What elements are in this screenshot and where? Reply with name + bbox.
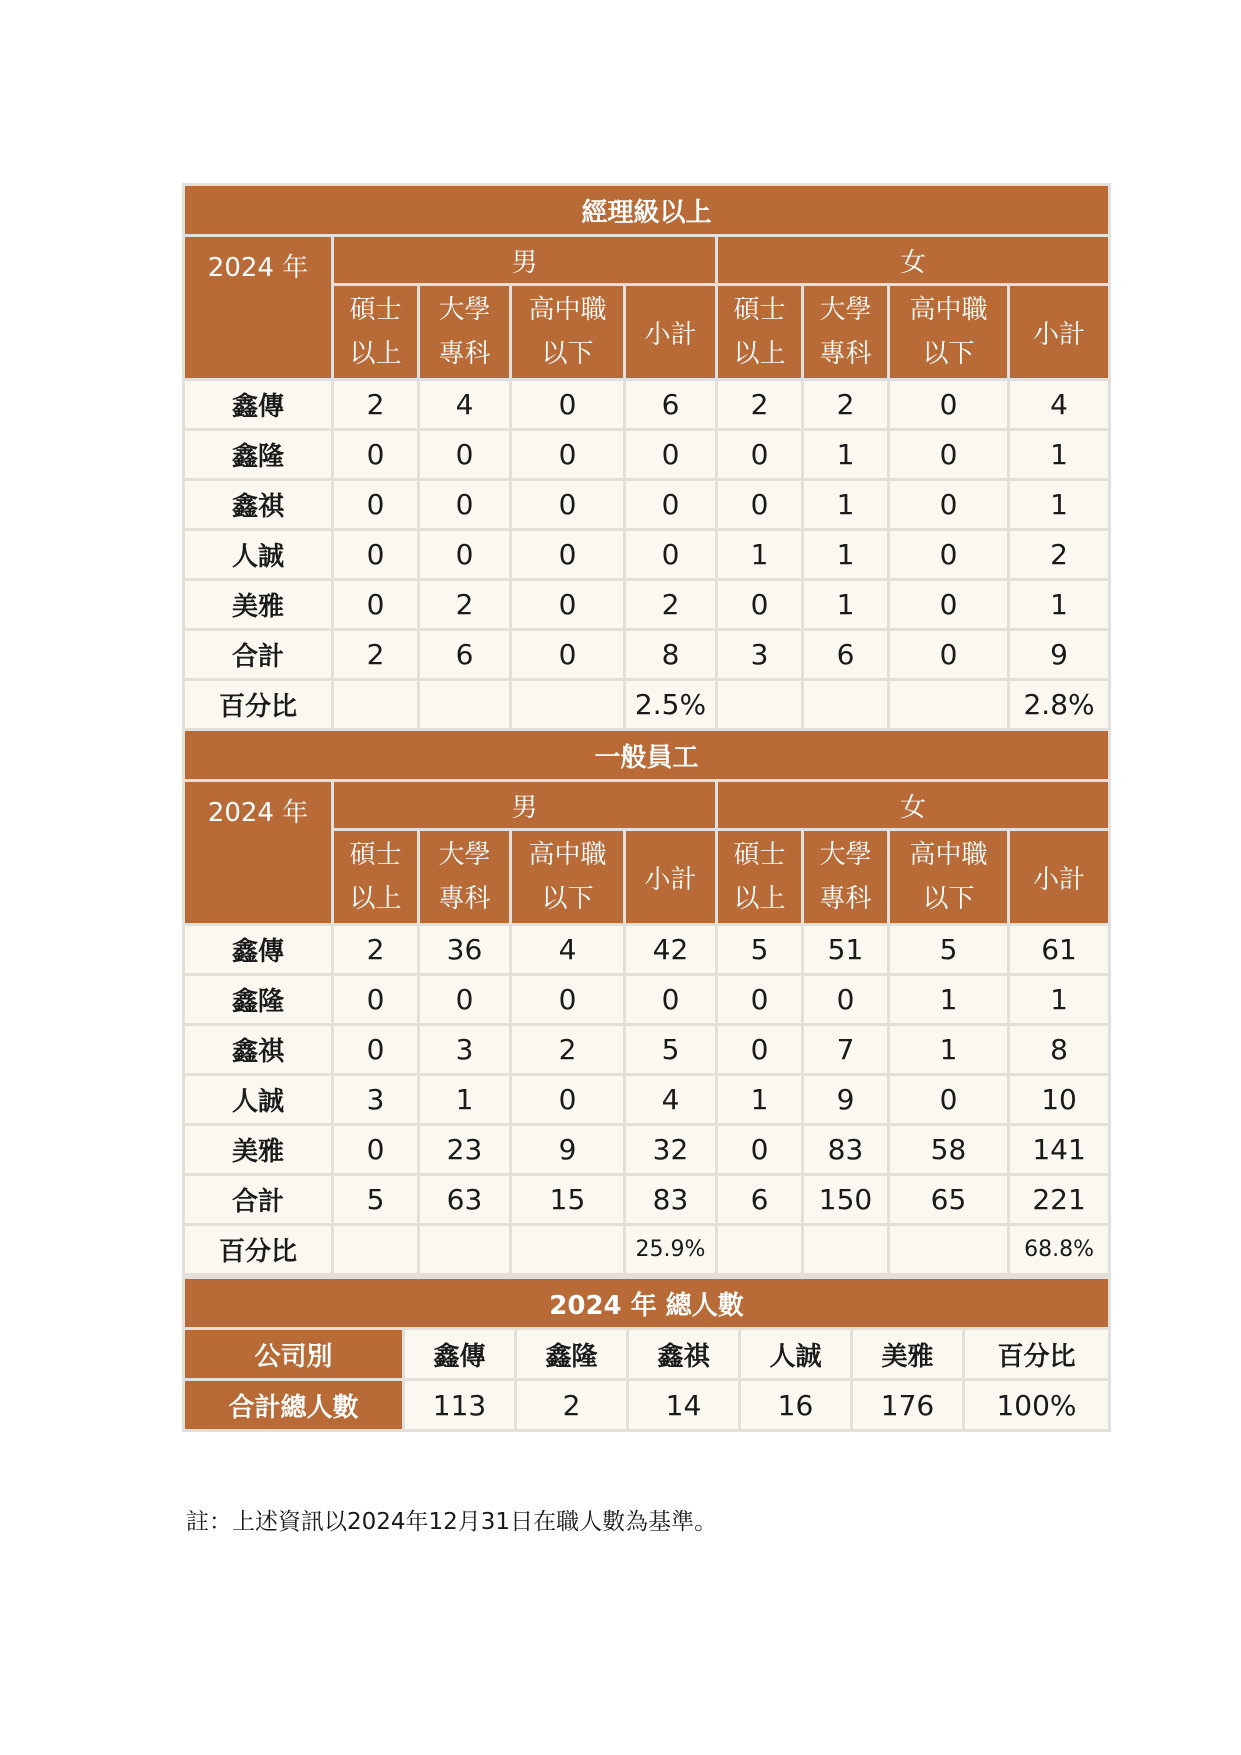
- table-cell: 0: [511, 380, 625, 430]
- company-name: 百分比: [964, 1329, 1110, 1380]
- company-name: 人誠: [740, 1329, 852, 1380]
- education-header: [889, 830, 1009, 925]
- table-cell: 1: [1009, 975, 1110, 1025]
- table-cell: 5: [717, 925, 803, 975]
- education-header: [419, 285, 511, 380]
- table-cell: 63: [419, 1175, 511, 1225]
- table-cell: 2: [511, 1025, 625, 1075]
- table-cell: 1: [1009, 580, 1110, 630]
- table-cell: 0: [419, 430, 511, 480]
- table-row: [184, 1075, 1110, 1125]
- education-header: [717, 830, 803, 925]
- empty-cell: [419, 1225, 511, 1275]
- education-header-line: 以上: [733, 339, 786, 369]
- table-cell: 4: [511, 925, 625, 975]
- empty-cell: [803, 1225, 889, 1275]
- subtotal-header: 小計: [625, 285, 717, 380]
- company-name: 鑫傳: [404, 1329, 516, 1380]
- row-label: 合計: [184, 630, 333, 680]
- total-value: 16: [740, 1380, 852, 1431]
- table-cell: 0: [333, 580, 419, 630]
- row-label: 鑫隆: [184, 975, 333, 1025]
- table-cell: 0: [717, 430, 803, 480]
- education-header-line: 高中職: [528, 295, 607, 325]
- table-row: [184, 975, 1110, 1025]
- education-header-line: 以上: [349, 339, 402, 369]
- table-cell: 0: [889, 580, 1009, 630]
- table-cell: 0: [889, 530, 1009, 580]
- table-cell: 51: [803, 925, 889, 975]
- table-cell: 4: [1009, 380, 1110, 430]
- table-cell: 0: [419, 530, 511, 580]
- empty-cell: [511, 680, 625, 730]
- empty-cell: [717, 1225, 803, 1275]
- table-cell: 6: [717, 1175, 803, 1225]
- education-header: [419, 830, 511, 925]
- education-header-line: 碩士: [733, 295, 786, 325]
- education-header: [717, 285, 803, 380]
- employee-statistics: [182, 183, 1108, 1432]
- row-label: 鑫隆: [184, 430, 333, 480]
- table-cell: 15: [511, 1175, 625, 1225]
- section-title-row: [184, 730, 1110, 781]
- company-name: 鑫祺: [628, 1329, 740, 1380]
- table-cell: 3: [419, 1025, 511, 1075]
- table-cell: 36: [419, 925, 511, 975]
- female-percent: 68.8%: [1009, 1225, 1110, 1275]
- total-title: 2024 年 總人數: [184, 1278, 1110, 1329]
- table-cell: 0: [511, 630, 625, 680]
- total-row: [184, 1380, 1110, 1431]
- percent-row: [184, 1225, 1110, 1275]
- table-cell: 0: [889, 380, 1009, 430]
- table-cell: 32: [625, 1125, 717, 1175]
- table-cell: 10: [1009, 1075, 1110, 1125]
- table-cell: 0: [717, 580, 803, 630]
- table-cell: 1: [803, 430, 889, 480]
- total-table: [182, 1276, 1111, 1432]
- table-cell: 2: [1009, 530, 1110, 580]
- table-cell: 0: [625, 530, 717, 580]
- education-header-line: 專科: [438, 884, 491, 914]
- male-header: 男: [333, 236, 717, 285]
- education-header-line: 高中職: [528, 840, 607, 870]
- table-cell: 0: [333, 1025, 419, 1075]
- education-header: [803, 830, 889, 925]
- row-label: 合計: [184, 1175, 333, 1225]
- subtotal-header: 小計: [1009, 285, 1110, 380]
- table-row: [184, 580, 1110, 630]
- table-cell: 61: [1009, 925, 1110, 975]
- table-cell: 0: [333, 530, 419, 580]
- total-label: 合計總人數: [184, 1380, 404, 1431]
- table-cell: 9: [803, 1075, 889, 1125]
- table-cell: 0: [419, 480, 511, 530]
- table-cell: 0: [333, 975, 419, 1025]
- table-cell: 0: [511, 530, 625, 580]
- education-header-line: 以下: [922, 339, 975, 369]
- table-cell: 65: [889, 1175, 1009, 1225]
- company-row: [184, 1329, 1110, 1380]
- education-header-line: 以上: [349, 884, 402, 914]
- table-cell: 0: [511, 430, 625, 480]
- table-cell: 2: [803, 380, 889, 430]
- total-value: 100%: [964, 1380, 1110, 1431]
- table-cell: 0: [333, 430, 419, 480]
- table-cell: 0: [889, 430, 1009, 480]
- year-label-text: 2024 年: [207, 253, 309, 283]
- male-percent: 2.5%: [625, 680, 717, 730]
- education-header: [333, 285, 419, 380]
- table-cell: 2: [333, 925, 419, 975]
- row-label: 鑫祺: [184, 1025, 333, 1075]
- table-cell: 150: [803, 1175, 889, 1225]
- empty-cell: [333, 1225, 419, 1275]
- table-cell: 0: [333, 480, 419, 530]
- education-header-line: 以上: [733, 884, 786, 914]
- education-header: [333, 830, 419, 925]
- total-value: 176: [852, 1380, 964, 1431]
- table-row: [184, 430, 1110, 480]
- education-header-line: 大學: [438, 840, 491, 870]
- total-value: 113: [404, 1380, 516, 1431]
- company-label: 公司別: [184, 1329, 404, 1380]
- gender-header-row: [184, 236, 1110, 285]
- table-cell: 8: [1009, 1025, 1110, 1075]
- empty-cell: [717, 680, 803, 730]
- table-row: [184, 630, 1110, 680]
- empty-cell: [803, 680, 889, 730]
- education-header-line: 大學: [819, 295, 872, 325]
- education-header-line: 碩士: [349, 840, 402, 870]
- row-label: 人誠: [184, 1075, 333, 1125]
- table-cell: 0: [889, 630, 1009, 680]
- male-header: 男: [333, 781, 717, 830]
- row-label: 美雅: [184, 580, 333, 630]
- section-title: 一般員工: [184, 730, 1110, 781]
- table-cell: 1: [419, 1075, 511, 1125]
- table-cell: 5: [889, 925, 1009, 975]
- empty-cell: [333, 680, 419, 730]
- education-header-line: 以下: [541, 339, 594, 369]
- table-row: [184, 1025, 1110, 1075]
- percent-label: 百分比: [184, 1225, 333, 1275]
- table-cell: 221: [1009, 1175, 1110, 1225]
- table-cell: 141: [1009, 1125, 1110, 1175]
- table-cell: 1: [889, 975, 1009, 1025]
- table-row: [184, 480, 1110, 530]
- table-row: [184, 1125, 1110, 1175]
- table-cell: 4: [419, 380, 511, 430]
- gender-header-row: [184, 781, 1110, 830]
- education-header-line: 碩士: [349, 295, 402, 325]
- table-cell: 0: [419, 975, 511, 1025]
- education-header-line: 高中職: [909, 840, 988, 870]
- empty-cell: [889, 680, 1009, 730]
- empty-cell: [889, 1225, 1009, 1275]
- company-name: 鑫隆: [516, 1329, 628, 1380]
- table-cell: 83: [803, 1125, 889, 1175]
- table-cell: 1: [717, 1075, 803, 1125]
- education-header-line: 專科: [819, 339, 872, 369]
- table-cell: 1: [889, 1025, 1009, 1075]
- table-row: [184, 1175, 1110, 1225]
- table-cell: 3: [717, 630, 803, 680]
- table-cell: 0: [717, 1025, 803, 1075]
- education-header-line: 專科: [438, 339, 491, 369]
- table-cell: 0: [625, 975, 717, 1025]
- table-cell: 9: [511, 1125, 625, 1175]
- percent-row: [184, 680, 1110, 730]
- table-cell: 1: [803, 580, 889, 630]
- row-label: 美雅: [184, 1125, 333, 1175]
- table-cell: 5: [625, 1025, 717, 1075]
- table-cell: 6: [419, 630, 511, 680]
- table-cell: 0: [717, 975, 803, 1025]
- education-header: [511, 830, 625, 925]
- section-title: 經理級以上: [184, 185, 1110, 236]
- education-header-line: 大學: [819, 840, 872, 870]
- employee-table: [182, 183, 1111, 1276]
- table-cell: 2: [333, 630, 419, 680]
- male-percent: 25.9%: [625, 1225, 717, 1275]
- company-name: 美雅: [852, 1329, 964, 1380]
- table-cell: 5: [333, 1175, 419, 1225]
- education-header-line: 碩士: [733, 840, 786, 870]
- table-cell: 2: [625, 580, 717, 630]
- row-label: 鑫傳: [184, 925, 333, 975]
- table-cell: 0: [511, 480, 625, 530]
- row-label: 鑫祺: [184, 480, 333, 530]
- table-cell: 2: [333, 380, 419, 430]
- empty-cell: [511, 1225, 625, 1275]
- education-header-line: 大學: [438, 295, 491, 325]
- table-cell: 0: [717, 1125, 803, 1175]
- table-cell: 0: [511, 975, 625, 1025]
- table-cell: 2: [717, 380, 803, 430]
- female-header: 女: [717, 781, 1110, 830]
- table-cell: 1: [803, 530, 889, 580]
- main-table-body: [184, 185, 1110, 1275]
- table-row: [184, 925, 1110, 975]
- table-cell: 2: [419, 580, 511, 630]
- total-value: 14: [628, 1380, 740, 1431]
- year-label: [184, 781, 333, 925]
- table-cell: 0: [625, 480, 717, 530]
- row-label: 人誠: [184, 530, 333, 580]
- footnote: 註：上述資訊以2024年12月31日在職人數為基準。: [186, 1509, 718, 1535]
- education-header: [803, 285, 889, 380]
- total-value: 2: [516, 1380, 628, 1431]
- female-header: 女: [717, 236, 1110, 285]
- table-cell: 1: [803, 480, 889, 530]
- education-header-line: 以下: [922, 884, 975, 914]
- table-cell: 23: [419, 1125, 511, 1175]
- table-cell: 7: [803, 1025, 889, 1075]
- row-label: 鑫傳: [184, 380, 333, 430]
- education-header-line: 以下: [541, 884, 594, 914]
- table-row: [184, 530, 1110, 580]
- subtotal-header: 小計: [1009, 830, 1110, 925]
- table-cell: 0: [511, 580, 625, 630]
- table-cell: 58: [889, 1125, 1009, 1175]
- table-row: [184, 380, 1110, 430]
- subtotal-header: 小計: [625, 830, 717, 925]
- table-cell: 1: [717, 530, 803, 580]
- education-header-line: 專科: [819, 884, 872, 914]
- table-cell: 1: [1009, 480, 1110, 530]
- percent-label: 百分比: [184, 680, 333, 730]
- table-cell: 4: [625, 1075, 717, 1125]
- year-label: [184, 236, 333, 380]
- table-cell: 6: [625, 380, 717, 430]
- section-title-row: [184, 185, 1110, 236]
- year-label-text: 2024 年: [207, 798, 309, 828]
- table-cell: 0: [803, 975, 889, 1025]
- table-cell: 8: [625, 630, 717, 680]
- table-cell: 9: [1009, 630, 1110, 680]
- education-header: [889, 285, 1009, 380]
- table-cell: 0: [511, 1075, 625, 1125]
- table-cell: 0: [625, 430, 717, 480]
- female-percent: 2.8%: [1009, 680, 1110, 730]
- education-header: [511, 285, 625, 380]
- table-cell: 1: [1009, 430, 1110, 480]
- table-cell: 83: [625, 1175, 717, 1225]
- table-cell: 0: [889, 480, 1009, 530]
- table-cell: 0: [717, 480, 803, 530]
- table-cell: 6: [803, 630, 889, 680]
- table-cell: 0: [889, 1075, 1009, 1125]
- empty-cell: [419, 680, 511, 730]
- table-cell: 42: [625, 925, 717, 975]
- table-cell: 3: [333, 1075, 419, 1125]
- table-cell: 0: [333, 1125, 419, 1175]
- education-header-line: 高中職: [909, 295, 988, 325]
